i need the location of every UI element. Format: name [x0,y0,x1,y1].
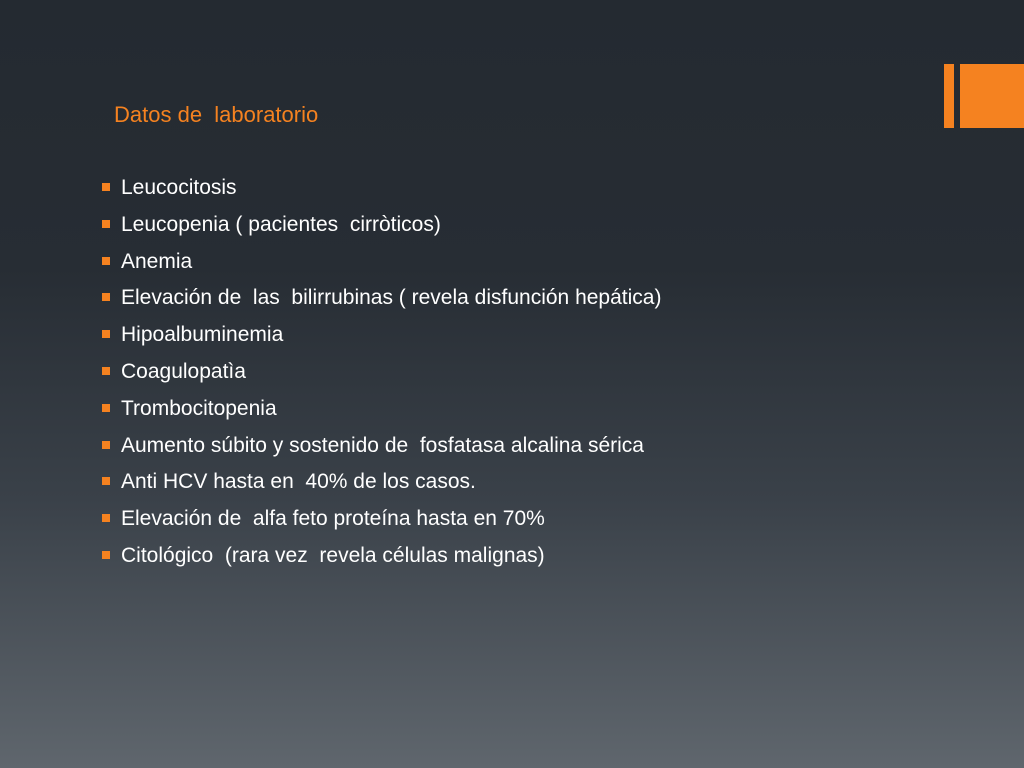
list-item-text: Elevación de alfa feto proteína hasta en 70% [121,507,545,531]
square-bullet-icon [102,183,110,191]
list-item [100,432,661,469]
square-bullet-icon [102,404,110,412]
list-item [100,468,661,505]
list-item-text: Leucopenia ( pacientes cirròticos) [121,212,441,236]
list-item-text: Elevación de las bilirrubinas ( revela disfunción hepática) [121,286,662,310]
square-bullet-icon [102,441,110,449]
list-item [100,248,661,285]
list-item-text: Trombocitopenia [121,396,277,420]
list-item-text: Citológico (rara vez revela células malignas) [121,543,545,567]
bullet-list [100,174,661,579]
list-item-text: Leucocitosis [121,176,237,199]
square-bullet-icon [102,257,110,265]
square-bullet-icon [102,551,110,559]
list-item-text: Anemia [121,249,193,273]
list-item [100,358,661,395]
list-item [100,284,661,321]
square-bullet-icon [102,293,110,301]
list-item [100,395,661,432]
list-item-text: Anti HCV hasta en 40% de los casos. [121,470,476,494]
accent-block-icon [960,64,1024,128]
list-item [100,505,661,542]
list-item [100,174,661,211]
list-item-text: Coagulopatìa [121,359,246,383]
list-item [100,321,661,358]
list-item-text: Aumento súbito y sostenido de fosfatasa alcalina sérica [121,433,644,457]
square-bullet-icon [102,220,110,228]
square-bullet-icon [102,330,110,338]
list-item [100,542,661,579]
list-item-text: Hipoalbuminemia [121,323,284,347]
accent-bar-icon [944,64,954,128]
slide-title: Datos de laboratorio [114,102,319,127]
square-bullet-icon [102,367,110,375]
square-bullet-icon [102,514,110,522]
list-item [100,211,661,248]
square-bullet-icon [102,477,110,485]
